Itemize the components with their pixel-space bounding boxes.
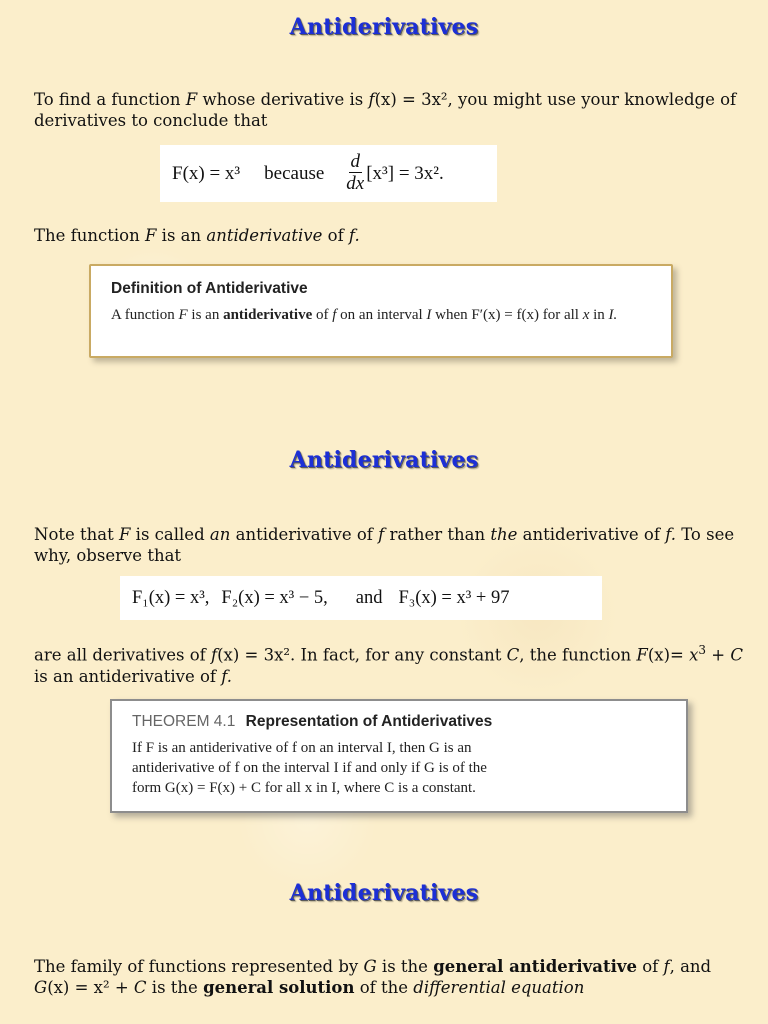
section-title-2: Antiderivatives: [289, 447, 479, 473]
note-paragraph: Note that F is called an antiderivative of f rather than the antiderivative of f. To see why, observe that: [34, 525, 735, 565]
theorem-label: THEOREM 4.1: [132, 713, 236, 730]
equation-family-examples: F₁(x) = x³, F₂(x) = x³ − 5, and F₃(x) = x³ + 97: [120, 576, 602, 620]
theorem-heading: Representation of Antiderivatives: [245, 713, 493, 730]
equation-antiderivative-example: F(x) = x³ because $\frac{d}{dx}$ [x³] = 3x².: [160, 145, 497, 202]
theorem-box: [110, 699, 688, 813]
constant-paragraph: are all derivatives of f(x) = 3x². In fact, for any constant C, the function $F(x)= x^3 + C$ is an antiderivative of f.: [34, 643, 743, 686]
general-solution-paragraph: The family of functions represented by G is the general antiderivative of f, and G(x) = x² + C is the general solution of the differential equation: [34, 957, 712, 997]
antiderivative-statement: The function F is an antiderivative of f.: [34, 226, 360, 245]
definition-body: A function F is an antiderivative of f on an interval I when F′(x) = f(x) for all x in I.: [111, 307, 618, 323]
definition-heading: Definition of Antiderivative: [111, 280, 308, 297]
theorem-header: [132, 713, 492, 731]
theorem-body: If F is an antiderivative of f on an interval I, then G is an antiderivative of f on the interval I if and only if G is of the form G(x) = F(x) + C for all x in I, where C is a constant.: [132, 740, 487, 796]
section-title-3: Antiderivatives: [289, 880, 479, 906]
definition-box: [89, 264, 673, 358]
section-title-1: Antiderivatives: [289, 14, 479, 40]
intro-paragraph: To find a function F whose derivative is f(x) = 3x², you might use your knowledge of derivatives to conclude that: [34, 90, 737, 130]
